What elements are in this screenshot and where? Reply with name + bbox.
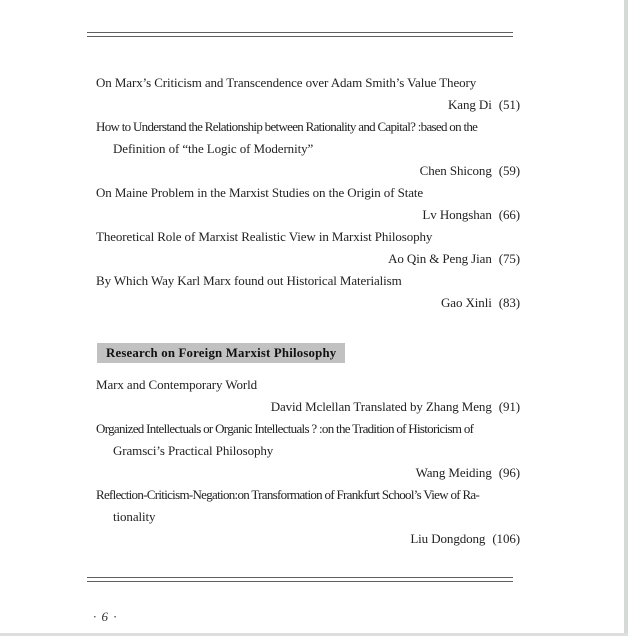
toc-entry-title: By Which Way Karl Marx found out Historical Materialism bbox=[96, 273, 402, 288]
page-ref: (106) bbox=[492, 531, 520, 546]
toc-entry-author-line bbox=[96, 292, 520, 314]
author-name: Gao Xinli bbox=[441, 295, 492, 310]
toc-entry-title: Marx and Contemporary World bbox=[96, 377, 258, 392]
toc-entry-title: On Marx’s Criticism and Transcendence over Adam Smith’s Value Theory bbox=[96, 75, 477, 90]
toc-entry-author-line bbox=[96, 248, 520, 270]
author-name: Lv Hongshan bbox=[422, 207, 492, 222]
author-name: Liu Dongdong bbox=[410, 531, 486, 546]
toc-entry bbox=[96, 374, 520, 418]
toc-entry bbox=[96, 72, 520, 116]
toc-entry-title: On Maine Problem in the Marxist Studies on the Origin of State bbox=[96, 185, 424, 200]
toc-entry bbox=[96, 116, 520, 182]
toc-entry-title-continuation: Gramsci’s Practical Philosophy bbox=[113, 443, 274, 458]
author-name: Chen Shicong bbox=[419, 163, 492, 178]
toc-entry-author-line bbox=[96, 204, 520, 226]
author-name: Ao Qin & Peng Jian bbox=[388, 251, 492, 266]
page-ref: (91) bbox=[498, 399, 520, 414]
section-gap bbox=[96, 314, 520, 342]
author-name: Kang Di bbox=[448, 97, 492, 112]
author-name: David Mclellan Translated by Zhang Meng bbox=[270, 399, 492, 414]
section-header-label: Research on Foreign Marxist Philosophy bbox=[97, 343, 345, 363]
toc-entry-author-line bbox=[96, 94, 520, 116]
page-ref: (59) bbox=[498, 163, 520, 178]
toc-entry bbox=[96, 484, 520, 550]
toc-entry-title: Reflection-Criticism-Negation:on Transformation of Frankfurt School’s View of Ra- bbox=[96, 487, 480, 502]
toc-entry-author-line bbox=[96, 462, 520, 484]
toc-entry-author-line bbox=[96, 528, 520, 550]
toc-entry bbox=[96, 418, 520, 484]
toc-entry-title: Theoretical Role of Marxist Realistic View in Marxist Philosophy bbox=[96, 229, 433, 244]
toc-entry bbox=[96, 182, 520, 226]
top-double-rule bbox=[87, 32, 513, 37]
toc-entry-title: Organized Intellectuals or Organic Intellectuals ? :on the Tradition of Historicism of bbox=[96, 421, 474, 436]
toc-entry-title-continuation: tionality bbox=[113, 509, 156, 524]
toc-entry bbox=[96, 226, 520, 270]
bottom-double-rule bbox=[87, 577, 513, 582]
toc-entry-title-continuation: Definition of “the Logic of Modernity” bbox=[113, 141, 314, 156]
page-edge-right bbox=[624, 0, 628, 636]
toc-entry-author-line bbox=[96, 160, 520, 182]
toc-entry bbox=[96, 270, 520, 314]
page-ref: (51) bbox=[498, 97, 520, 112]
table-of-contents bbox=[96, 72, 520, 550]
page-number: · 6 · bbox=[93, 609, 118, 624]
toc-entry-author-line bbox=[96, 396, 520, 418]
author-name: Wang Meiding bbox=[415, 465, 492, 480]
toc-entry-title: How to Understand the Relationship between Rationality and Capital? :based on the bbox=[96, 119, 478, 134]
section-gap bbox=[96, 362, 520, 374]
page-ref: (83) bbox=[498, 295, 520, 310]
page-ref: (96) bbox=[498, 465, 520, 480]
section-header bbox=[96, 342, 520, 362]
page-ref: (66) bbox=[498, 207, 520, 222]
page-ref: (75) bbox=[498, 251, 520, 266]
